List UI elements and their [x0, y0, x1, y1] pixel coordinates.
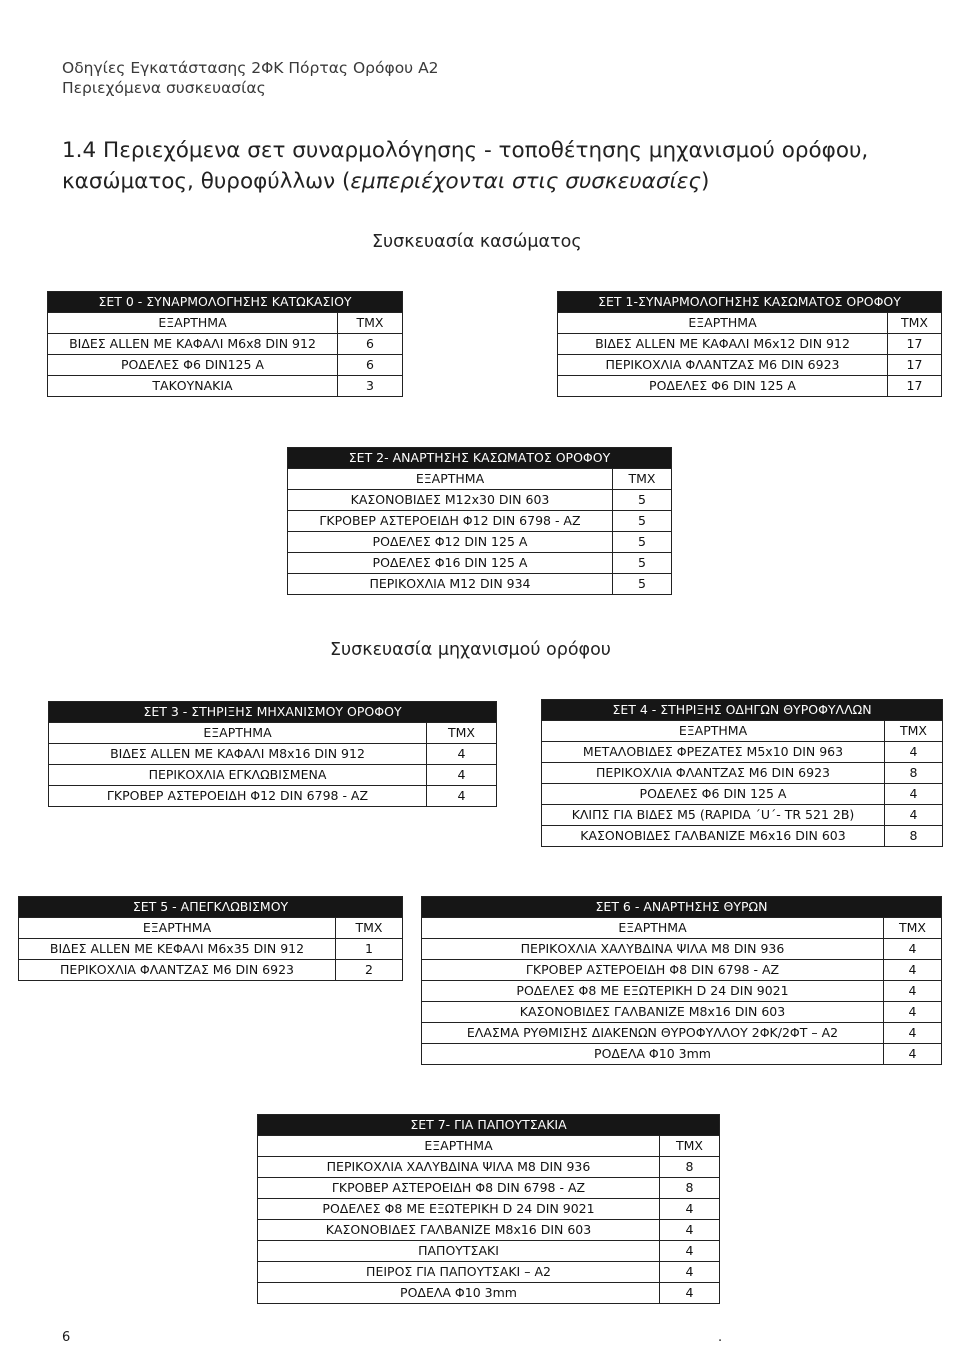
table-row — [288, 553, 672, 574]
qty-cell: 8 — [885, 826, 943, 847]
col-header-item: ΕΞΑΡΤΗΜΑ — [288, 469, 613, 490]
set-title: ΣΕΤ 3 - ΣΤΗΡΙΞΗΣ ΜΗΧΑΝΙΣΜΟΥ ΟΡΟΦΟΥ — [49, 702, 497, 723]
col-header-qty: ΤΜΧ — [427, 723, 497, 744]
table-row — [542, 763, 943, 784]
set-2-table — [287, 447, 672, 595]
item-cell: ΓΚΡΟΒΕΡ ΑΣΤΕΡΟΕΙΔΗ Φ12 DIN 6798 - ΑΖ — [288, 511, 613, 532]
qty-cell: 5 — [613, 490, 672, 511]
set-7-table — [257, 1114, 720, 1304]
page-title-line2-end: ) — [700, 169, 710, 194]
qty-cell: 4 — [884, 1002, 942, 1023]
table-row — [542, 742, 943, 763]
qty-cell: 5 — [613, 553, 672, 574]
qty-cell: 3 — [338, 376, 403, 397]
item-cell: ΡΟΔΕΛΕΣ Φ6 DIN 125 A — [542, 784, 885, 805]
page-title-line2 — [62, 166, 868, 197]
set-3-table — [48, 701, 497, 807]
set-4-table — [541, 699, 943, 847]
qty-cell: 4 — [885, 805, 943, 826]
set-title: ΣΕΤ 5 - ΑΠΕΓΚΛΩΒΙΣΜΟΥ — [19, 897, 403, 918]
qty-cell: 4 — [427, 765, 497, 786]
col-header-item: ΕΞΑΡΤΗΜΑ — [19, 918, 336, 939]
set-title: ΣΕΤ 6 - ΑΝΑΡΤΗΣΗΣ ΘΥΡΩΝ — [422, 897, 942, 918]
qty-cell: 4 — [427, 786, 497, 807]
table-row — [422, 1044, 942, 1065]
table-row — [258, 1262, 720, 1283]
col-header-item: ΕΞΑΡΤΗΜΑ — [258, 1136, 660, 1157]
table-row — [422, 939, 942, 960]
item-cell: ΕΛΑΣΜΑ ΡΥΘΜΙΣΗΣ ΔΙΑΚΕΝΩΝ ΘΥΡΟΦΥΛΛΟΥ 2ΦΚ/2ΦΤ – Α2 — [422, 1023, 884, 1044]
item-cell: ΠΕΡΙΚΟΧΛΙΑ ΦΛΑΝΤΖΑΣ Μ6 DIN 6923 — [542, 763, 885, 784]
qty-cell: 4 — [885, 742, 943, 763]
table-row — [258, 1283, 720, 1304]
set-title: ΣΕΤ 0 - ΣΥΝΑΡΜΟΛΟΓΗΣΗΣ ΚΑΤΩΚΑΣΙΟΥ — [48, 292, 403, 313]
set-title: ΣΕΤ 2- ΑΝΑΡΤΗΣΗΣ ΚΑΣΩΜΑΤΟΣ ΟΡΟΦΟΥ — [288, 448, 672, 469]
col-header-item: ΕΞΑΡΤΗΜΑ — [558, 313, 888, 334]
qty-cell: 6 — [338, 355, 403, 376]
item-cell: ΒΙΔΕΣ ALLEN ΜΕ ΚΑΦΑΛΙ Μ8x16 DIN 912 — [49, 744, 427, 765]
qty-cell: 4 — [660, 1199, 720, 1220]
item-cell: ΡΟΔΕΛΕΣ Φ8 ΜΕ ΕΞΩΤΕΡΙΚΗ D 24 DIN 9021 — [422, 981, 884, 1002]
item-cell: ΚΑΣΟΝΟΒΙΔΕΣ ΓΑΛΒΑΝΙΖΕ Μ6x16 DIN 603 — [542, 826, 885, 847]
set-1-table — [557, 291, 942, 397]
table-row — [422, 1002, 942, 1023]
qty-cell: 5 — [613, 511, 672, 532]
item-cell: ΒΙΔΕΣ ALLEN ΜΕ ΚΑΦΑΛΙ Μ6x8 DIN 912 — [48, 334, 338, 355]
qty-cell: 4 — [660, 1241, 720, 1262]
qty-cell: 17 — [888, 376, 942, 397]
item-cell: ΠΕΡΙΚΟΧΛΙΑ ΧΑΛΥΒΔΙΝΑ ΨΙΛΑ Μ8 DIN 936 — [422, 939, 884, 960]
table-row — [558, 355, 942, 376]
col-header-item: ΕΞΑΡΤΗΜΑ — [542, 721, 885, 742]
col-header-qty: ΤΜΧ — [888, 313, 942, 334]
item-cell: ΠΕΙΡΟΣ ΓΙΑ ΠΑΠΟΥΤΣΑΚΙ – Α2 — [258, 1262, 660, 1283]
qty-cell: 8 — [660, 1178, 720, 1199]
item-cell: ΚΑΣΟΝΟΒΙΔΕΣ ΓΑΛΒΑΝΙΖΕ Μ8x16 DIN 603 — [258, 1220, 660, 1241]
col-header-qty: ΤΜΧ — [884, 918, 942, 939]
footer-dot: . — [718, 1330, 723, 1345]
table-row — [422, 1023, 942, 1044]
header-doc-title: Οδηγίες Εγκατάστασης 2ΦΚ Πόρτας Ορόφου Α2 — [62, 59, 439, 77]
qty-cell: 8 — [885, 763, 943, 784]
table-row — [258, 1178, 720, 1199]
qty-cell: 4 — [885, 784, 943, 805]
table-row — [558, 334, 942, 355]
qty-cell: 2 — [336, 960, 403, 981]
set-title: ΣΕΤ 7- ΓΙΑ ΠΑΠΟΥΤΣΑΚΙΑ — [258, 1115, 720, 1136]
set-title: ΣΕΤ 4 - ΣΤΗΡΙΞΗΣ ΟΔΗΓΩΝ ΘΥΡΟΦΥΛΛΩΝ — [542, 700, 943, 721]
page-title — [62, 135, 868, 197]
col-header-qty: ΤΜΧ — [660, 1136, 720, 1157]
table-row — [422, 960, 942, 981]
col-header-item: ΕΞΑΡΤΗΜΑ — [48, 313, 338, 334]
item-cell: ΚΑΣΟΝΟΒΙΔΕΣ Μ12x30 DIN 603 — [288, 490, 613, 511]
table-row — [558, 376, 942, 397]
qty-cell: 4 — [884, 1044, 942, 1065]
table-row — [542, 826, 943, 847]
section-heading-frame-package: Συσκευασία κασώματος — [372, 232, 582, 252]
table-row — [542, 784, 943, 805]
page-title-line1: 1.4 Περιεχόμενα σετ συναρμολόγησης - τοποθέτησης μηχανισμού ορόφου, — [62, 138, 869, 163]
table-row — [48, 376, 403, 397]
item-cell: ΒΙΔΕΣ ALLEN ΜΕ ΚΕΦΑΛΙ Μ6x35 DIN 912 — [19, 939, 336, 960]
qty-cell: 1 — [336, 939, 403, 960]
col-header-item: ΕΞΑΡΤΗΜΑ — [422, 918, 884, 939]
qty-cell: 17 — [888, 355, 942, 376]
qty-cell: 6 — [338, 334, 403, 355]
table-row — [288, 532, 672, 553]
qty-cell: 8 — [660, 1157, 720, 1178]
table-row — [258, 1199, 720, 1220]
table-row — [48, 355, 403, 376]
qty-cell: 4 — [884, 939, 942, 960]
item-cell: ΓΚΡΟΒΕΡ ΑΣΤΕΡΟΕΙΔΗ Φ12 DIN 6798 - ΑΖ — [49, 786, 427, 807]
item-cell: ΠΕΡΙΚΟΧΛΙΑ ΧΑΛΥΒΔΙΝΑ ΨΙΛΑ Μ8 DIN 936 — [258, 1157, 660, 1178]
qty-cell: 4 — [884, 981, 942, 1002]
table-row — [258, 1241, 720, 1262]
col-header-qty: ΤΜΧ — [885, 721, 943, 742]
section-heading-mechanism-package: Συσκευασία μηχανισμού ορόφου — [330, 640, 611, 660]
set-6-table — [421, 896, 942, 1065]
qty-cell: 4 — [660, 1220, 720, 1241]
table-row — [48, 334, 403, 355]
item-cell: ΠΕΡΙΚΟΧΛΙΑ ΕΓΚΛΩΒΙΣΜΕΝΑ — [49, 765, 427, 786]
item-cell: ΡΟΔΕΛΑ Φ10 3mm — [422, 1044, 884, 1065]
item-cell: ΡΟΔΕΛΕΣ Φ8 ΜΕ ΕΞΩΤΕΡΙΚΗ D 24 DIN 9021 — [258, 1199, 660, 1220]
item-cell: ΚΑΣΟΝΟΒΙΔΕΣ ΓΑΛΒΑΝΙΖΕ Μ8x16 DIN 603 — [422, 1002, 884, 1023]
item-cell: ΠΕΡΙΚΟΧΛΙΑ ΦΛΑΝΤΖΑΣ Μ6 DIN 6923 — [558, 355, 888, 376]
table-row — [288, 574, 672, 595]
page-title-italic: εμπεριέχονται στις συσκευασίες — [350, 169, 701, 194]
table-row — [258, 1157, 720, 1178]
item-cell: ΠΕΡΙΚΟΧΛΙΑ ΦΛΑΝΤΖΑΣ Μ6 DIN 6923 — [19, 960, 336, 981]
qty-cell: 4 — [660, 1283, 720, 1304]
table-row — [542, 805, 943, 826]
header-section-title: Περιεχόμενα συσκευασίας — [62, 79, 266, 97]
set-0-table — [47, 291, 403, 397]
page-number: 6 — [62, 1330, 71, 1345]
qty-cell: 5 — [613, 532, 672, 553]
page-title-line2-text: κασώματος, θυροφύλλων ( — [62, 169, 351, 194]
item-cell: ΠΑΠΟΥΤΣΑΚΙ — [258, 1241, 660, 1262]
item-cell: ΒΙΔΕΣ ALLEN ΜΕ ΚΑΦΑΛΙ Μ6x12 DIN 912 — [558, 334, 888, 355]
qty-cell: 4 — [884, 960, 942, 981]
item-cell: ΡΟΔΕΛΕΣ Φ6 DIN 125 A — [558, 376, 888, 397]
item-cell: ΡΟΔΕΛΕΣ Φ6 DIN125 A — [48, 355, 338, 376]
item-cell: ΤΑΚΟΥΝΑΚΙΑ — [48, 376, 338, 397]
item-cell: ΠΕΡΙΚΟΧΛΙΑ Μ12 DIN 934 — [288, 574, 613, 595]
table-row — [49, 786, 497, 807]
col-header-qty: ΤΜΧ — [338, 313, 403, 334]
qty-cell: 4 — [884, 1023, 942, 1044]
col-header-qty: ΤΜΧ — [613, 469, 672, 490]
item-cell: ΚΛΙΠΣ ΓΙΑ ΒΙΔΕΣ Μ5 (RAPIDA ΄U΄- TR 521 2B) — [542, 805, 885, 826]
table-row — [288, 490, 672, 511]
qty-cell: 17 — [888, 334, 942, 355]
item-cell: ΓΚΡΟΒΕΡ ΑΣΤΕΡΟΕΙΔΗ Φ8 DIN 6798 - ΑΖ — [422, 960, 884, 981]
qty-cell: 4 — [660, 1262, 720, 1283]
qty-cell: 5 — [613, 574, 672, 595]
item-cell: ΡΟΔΕΛΕΣ Φ16 DIN 125 A — [288, 553, 613, 574]
table-row — [49, 744, 497, 765]
item-cell: ΡΟΔΕΛΕΣ Φ12 DIN 125 A — [288, 532, 613, 553]
running-header — [62, 58, 439, 98]
item-cell: ΓΚΡΟΒΕΡ ΑΣΤΕΡΟΕΙΔΗ Φ8 DIN 6798 - ΑΖ — [258, 1178, 660, 1199]
item-cell: ΜΕΤΑΛΟΒΙΔΕΣ ΦΡΕΖΑΤΕΣ Μ5x10 DIN 963 — [542, 742, 885, 763]
item-cell: ΡΟΔΕΛΑ Φ10 3mm — [258, 1283, 660, 1304]
col-header-qty: ΤΜΧ — [336, 918, 403, 939]
set-title: ΣΕΤ 1-ΣΥΝΑΡΜΟΛΟΓΗΣΗΣ ΚΑΣΩΜΑΤΟΣ ΟΡΟΦΟΥ — [558, 292, 942, 313]
table-row — [422, 981, 942, 1002]
qty-cell: 4 — [427, 744, 497, 765]
table-row — [19, 939, 403, 960]
col-header-item: ΕΞΑΡΤΗΜΑ — [49, 723, 427, 744]
set-5-table — [18, 896, 403, 981]
table-row — [288, 511, 672, 532]
table-row — [19, 960, 403, 981]
table-row — [49, 765, 497, 786]
table-row — [258, 1220, 720, 1241]
